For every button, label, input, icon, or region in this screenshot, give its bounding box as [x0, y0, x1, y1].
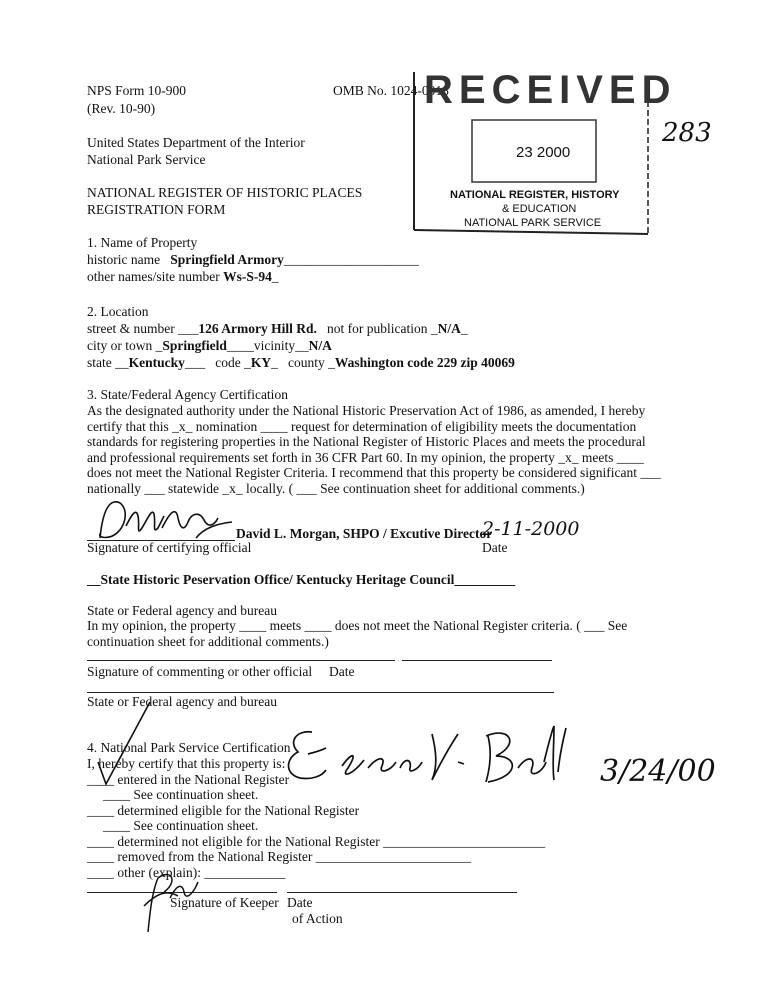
state-label: state — [87, 355, 112, 370]
other-names-label: other names/site number — [87, 269, 220, 284]
bureau-line — [87, 692, 554, 693]
bureau-label: State or Federal agency and bureau — [87, 603, 278, 618]
city-label: city or town — [87, 338, 153, 353]
option-not-eligible: ____ determined not eligible for the National Register ________________________ — [87, 834, 546, 849]
stamp-line2: & EDUCATION — [502, 203, 577, 215]
county-label: county — [288, 355, 325, 370]
stamp-received: RECEIVED — [424, 68, 677, 112]
received-stamp — [412, 68, 677, 236]
county-value: Washington — [334, 355, 404, 370]
historic-name-label: historic name — [87, 252, 161, 267]
section3-heading: 3. State/Federal Agency Certification — [87, 387, 288, 402]
vicinity-label: vicinity — [253, 338, 296, 353]
department: United States Department of the Interior — [87, 135, 305, 150]
stamp-line3: NATIONAL PARK SERVICE — [464, 217, 602, 229]
certifying-office: __State Historic Peservation Office/ Kentucky Heritage Council_________ — [87, 572, 516, 587]
option-other: ____ other (explain): ____________ — [87, 865, 286, 880]
bureau-label-2: State or Federal agency and bureau — [87, 694, 278, 709]
certifier-date-label: Date — [482, 540, 508, 555]
state-code-value: KY — [250, 355, 272, 370]
state-code-label: code — [215, 355, 241, 370]
stamp-line1: NATIONAL REGISTER, HISTORY — [450, 189, 620, 201]
agency: National Park Service — [87, 152, 206, 167]
option-removed: ____ removed from the National Register _______________________ — [87, 849, 471, 864]
street-row: street & number ___126 Armory Hill Rd. not for publication _N/A_ — [87, 321, 468, 336]
option-eligible-cont: ____ See continuation sheet. — [103, 818, 259, 833]
state-row: state __Kentucky___ code _KY_ county _Washington code 229 zip 40069 — [87, 355, 515, 370]
form-id: NPS Form 10-900 — [87, 83, 187, 98]
commenting-date-label: Date — [329, 664, 355, 679]
street-value: 126 Armory Hill Rd. — [198, 321, 317, 336]
entered-checkmark — [94, 700, 154, 790]
commenting-date-line — [402, 660, 552, 661]
option-eligible: ____ determined eligible for the National Register — [87, 803, 360, 818]
certifier-signature — [92, 498, 242, 546]
city-row: city or town _Springfield____vicinity__N/A — [87, 338, 332, 353]
section1-heading: 1. Name of Property — [87, 235, 198, 250]
city-value: Springfield — [162, 338, 227, 353]
street-label: street & number — [87, 321, 175, 336]
vicinity-value: N/A — [308, 338, 332, 353]
form-title-line1: NATIONAL REGISTER OF HISTORIC PLACES — [87, 185, 363, 200]
form-title-line2: REGISTRATION FORM — [87, 202, 226, 217]
nfp-value: N/A — [437, 321, 461, 336]
keeper-signature — [282, 722, 572, 794]
keeper-date-value: 3/24/00 — [600, 754, 716, 789]
historic-name-row: historic name Springfield Armory____________________ — [87, 252, 419, 267]
other-names-row: other names/site number Ws-S-94_ — [87, 269, 279, 284]
section4-heading: 4. National Park Service Certification — [87, 740, 291, 755]
certifier-signature-label: Signature of certifying official — [87, 540, 252, 555]
nfp-label: not for publication — [326, 321, 428, 336]
keeper-initials — [138, 862, 210, 938]
keeper-of-action-label: of Action — [292, 911, 343, 926]
keeper-line-right — [287, 892, 517, 893]
margin-note: 283 — [662, 118, 712, 148]
option-entered-cont: ____ See continuation sheet. — [103, 787, 259, 802]
certifier-name: David L. Morgan, SHPO / Excutive Director — [236, 526, 493, 541]
keeper-signature-label: Signature of Keeper — [170, 895, 279, 910]
option-entered: ____ entered in the National Register — [87, 772, 290, 787]
historic-name-value: Springfield Armory — [170, 252, 284, 267]
commenting-signature-label: Signature of commenting or other official — [87, 664, 313, 679]
certification-paragraph: As the designated authority under the National Historic Preservation Act of 1986, as amended, I hereby certify that this _x_ nomination ____ request for determination of eligibility meets the documentation standards for registering properties in the National Register of Historic Places and meets the procedural and professional requirements set forth in 36 CFR Part 60. In my opinion, the property _x_ meets ____ does not meet the National Register Criteria. I recommend that this property be considered significant ___ nationally ___ statewide _x_ locally. ( ___ See continuation sheet for additional comments.) — [87, 403, 661, 496]
other-names-value: Ws-S-94 — [223, 269, 272, 284]
county-code-label: code — [407, 355, 434, 370]
county-code-value: 229 — [436, 355, 458, 370]
stamp-date: 23 2000 — [516, 144, 571, 161]
zip-value: 40069 — [481, 355, 515, 370]
state-value: Kentucky — [128, 355, 185, 370]
form-revision: (Rev. 10-90) — [87, 101, 156, 116]
keeper-date-label: Date — [287, 895, 313, 910]
certification-date: 2-11-2000 — [482, 518, 580, 540]
commenting-signature-line — [87, 660, 395, 661]
section2-heading: 2. Location — [87, 304, 149, 319]
zip-label: zip — [460, 355, 478, 370]
keeper-intro: I, hereby certify that this property is: — [87, 756, 286, 771]
commenting-opinion: In my opinion, the property ____ meets ____ does not meet the National Register criteria. ( ___ See continuation sheet for additional comments.) — [87, 618, 628, 649]
omb-number: OMB No. 1024-0018 — [333, 83, 449, 98]
